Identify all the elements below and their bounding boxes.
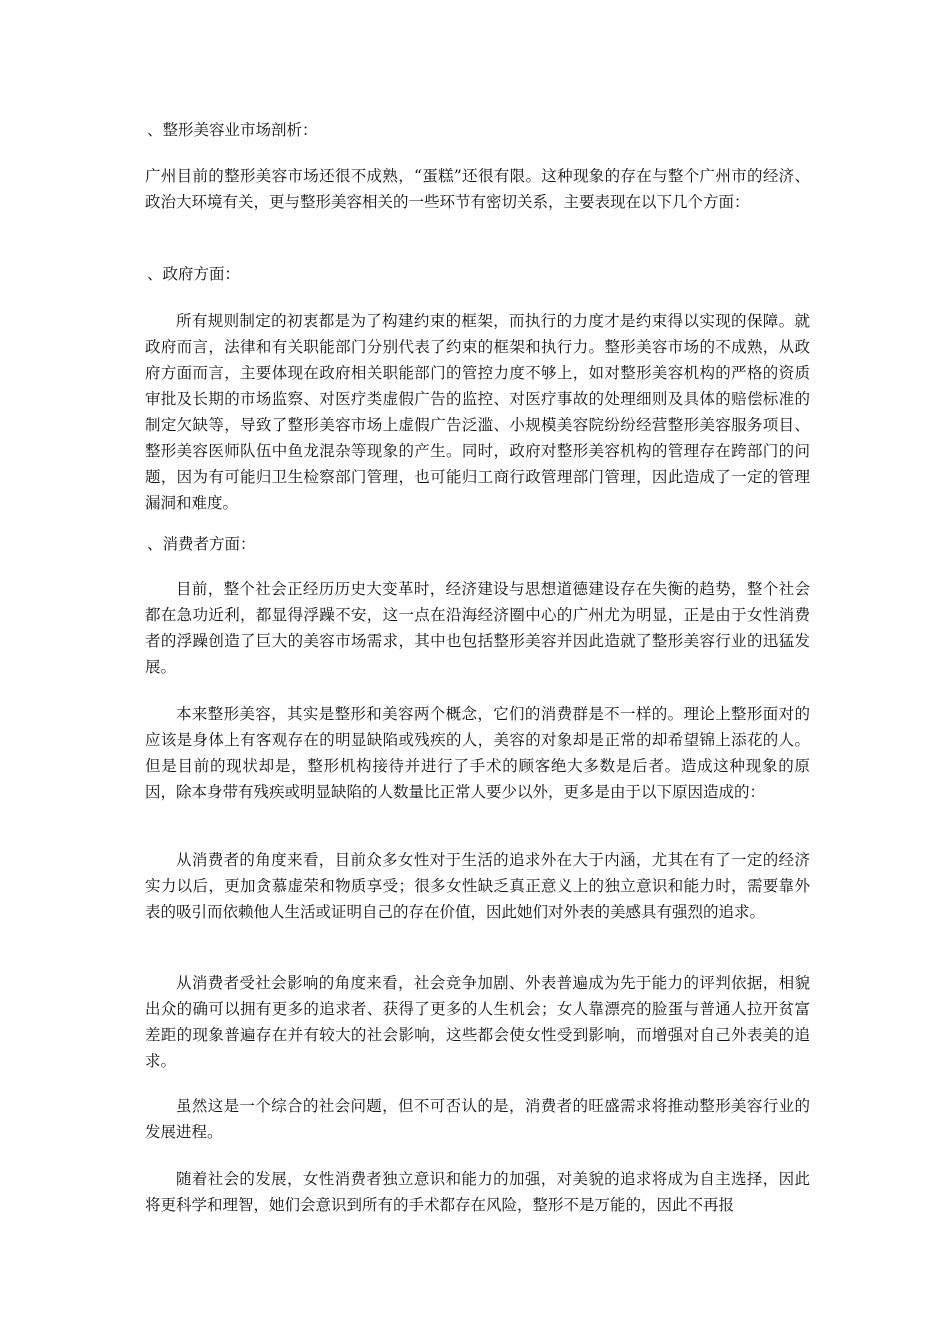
intro-paragraph: 广州目前的整形美容市场还很不成熟，“蛋糕”还很有限。这种现象的存在与整个广州市的经济、政治大环境有关，更与整形美容相关的一些环节有密切关系，主要表现在以下几个方面： <box>145 167 810 211</box>
consumer-paragraph: 目前，整个社会正经历历史大变革时，经济建设与思想道德建设存在失衡的趋势，整个社会都在急功近利，都显得浮躁不安，这一点在沿海经济圈中心的广州尤为明显，正是由于女性消费者的浮躁创造了巨大的美容市场需求，其中也包括整形美容并因此造就了整形美容行业的迅猛发展。 <box>145 580 810 676</box>
section-heading-government: 、政府方面： <box>147 265 241 283</box>
consumer-paragraph: 本来整形美容，其实是整形和美容两个概念，它们的消费群是不一样的。理论上整形面对的应该是身体上有客观存在的明显缺陷或残疾的人，美容的对象却是正常的却希望锦上添花的人。但是目前的现状却是，整形机构接待并进行了手术的顾客绝大多数是后者。造成这种现象的原因，除本身带有残疾或明显缺陷的人数量比正常人要少以外，更多是由于以下原因造成的： <box>145 705 810 801</box>
consumer-paragraph: 虽然这是一个综合的社会问题，但不可否认的是，消费者的旺盛需求将推动整形美容行业的发展进程。 <box>145 1097 810 1141</box>
section-heading-consumer: 、消费者方面： <box>147 535 256 553</box>
section-heading-market: 、整形美容业市场剖析： <box>147 121 318 139</box>
consumer-paragraph: 从消费者受社会影响的角度来看，社会竞争加剧、外表普遍成为先于能力的评判依据，相貌出众的确可以拥有更多的追求者、获得了更多的人生机会；女人靠漂亮的脸蛋与普通人拉开贫富差距的现象普遍存在并有较大的社会影响，这些都会使女性受到影响，而增强对自己外表美的追求。 <box>145 974 810 1070</box>
consumer-paragraph: 随着社会的发展，女性消费者独立意识和能力的加强，对美貌的追求将成为自主选择，因此将更科学和理智，她们会意识到所有的手术都存在风险，整形不是万能的，因此不再报 <box>145 1170 810 1214</box>
consumer-paragraph: 从消费者的角度来看，目前众多女性对于生活的追求外在大于内涵，尤其在有了一定的经济实力以后，更加贪慕虚荣和物质享受；很多女性缺乏真正意义上的独立意识和能力时，需要靠外表的吸引而依赖他人生活或证明自己的存在价值，因此她们对外表的美感具有强烈的追求。 <box>145 851 810 921</box>
government-paragraph: 所有规则制定的初衷都是为了构建约束的框架，而执行的力度才是约束得以实现的保障。就政府而言，法律和有关职能部门分别代表了约束的框架和执行力。整形美容市场的不成熟，从政府方面而言，主要体现在政府相关职能部门的管控力度不够上，如对整形美容机构的严格的资质审批及长期的市场监察、对医疗类虚假广告的监控、对医疗事故的处理细则及具体的赔偿标准的制定欠缺等，导致了整形美容市场上虚假广告泛滥、小规模美容院纷纷经营整形美容服务项目、整形美容医师队伍中鱼龙混杂等现象的产生。同时，政府对整形美容机构的管理存在跨部门的问题，因为有可能归卫生检察部门管理，也可能归工商行政管理部门管理，因此造成了一定的管理漏洞和难度。 <box>145 312 810 512</box>
